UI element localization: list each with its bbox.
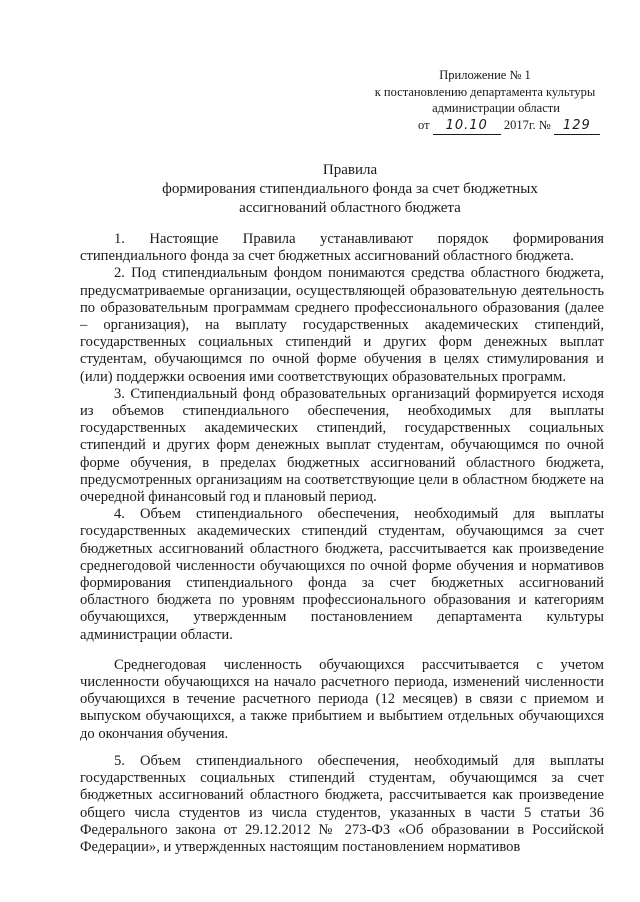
appendix-date-row [360,117,610,136]
document-title [60,161,640,218]
appendix-title: Приложение № 1 [439,68,531,82]
appendix-reference: к постановлению департамента культуры [374,84,596,99]
paragraph-5: 5. Объем стипендиального обеспечения, необходимый для выплаты государственных социальных стипендий студентам, обучающимся за счет бюджетных ассигнований областного бюджета, рассчитывается как произведение общего числа студентов из числа студентов, указанных в части 5 статьи 36 Федерального закона от 29.12.2012 № 273-ФЗ «Об образовании в Российской Федерации», и утвержденных настоящим постановлением нормативов [80,752,604,855]
date-prefix: от [418,117,430,132]
title-line-3: ассигнований областного бюджета [239,200,461,216]
paragraph-2: 2. Под стипендиальным фондом понимаются средства областного бюджета, предусматриваемые организации, осуществляющей образовательную деятельность по образовательным программам среднего профессионального образования (далее – организация), на выплату государственных академических стипендий, государственных социальных стипендий и других форм денежных выплат студентам, обучающимся по очной форме обучения в целях стимулирования и (или) поддержки освоения ими соответствующих образовательных программ. [80,265,604,385]
title-line-2: формирования стипендиального фонда за счет бюджетных [162,181,538,197]
paragraph-4-continuation: Среднегодовая численность обучающихся рассчитывается с учетом численности обучающихся на начало расчетного периода, изменений численности обучающихся в течение расчетного периода (12 месяцев) в связи с приемом и выпуском обучающихся, а также прибытием и выбытием отдельных обучающихся до окончания обучения. [80,656,604,742]
year-and-number-label: 2017г. № [503,117,551,132]
handwritten-number: 129 [554,118,600,136]
appendix-authority: администрации области [432,101,560,115]
title-line-1: Правила [322,162,378,178]
paragraph-1: 1. Настоящие Правила устанавливают порядок формирования стипендиального фонда за счет бюджетных ассигнований областного бюджета. [80,231,604,265]
appendix-header [360,67,610,135]
handwritten-date: 10.10 [433,118,501,136]
document-body [80,231,604,856]
paragraph-4: 4. Объем стипендиального обеспечения, необходимый для выплаты государственных академических стипендий студентам, обучающимся за счет бюджетных ассигнований областного бюджета, рассчитывается как произведение среднегодовой численности обучающихся по очной форме обучения и нормативов формирования стипендиального фонда за счет бюджетных ассигнований областного бюджета по уровням профессионального образования и категориям обучающихся, утвержденным постановлением департамента культуры администрации области. [80,506,604,643]
paragraph-3: 3. Стипендиальный фонд образовательных организаций формируется исходя из объемов стипендиального обеспечения, необходимых для выплаты государственных академических стипендий, государственных социальных стипендий и других форм денежных выплат студентам, обучающимся по очной форме обучения, в пределах бюджетных ассигнований областного бюджета, предусмотренных организациям на соответствующие цели в областном бюджете на очередной финансовый год и плановый период. [80,385,604,506]
